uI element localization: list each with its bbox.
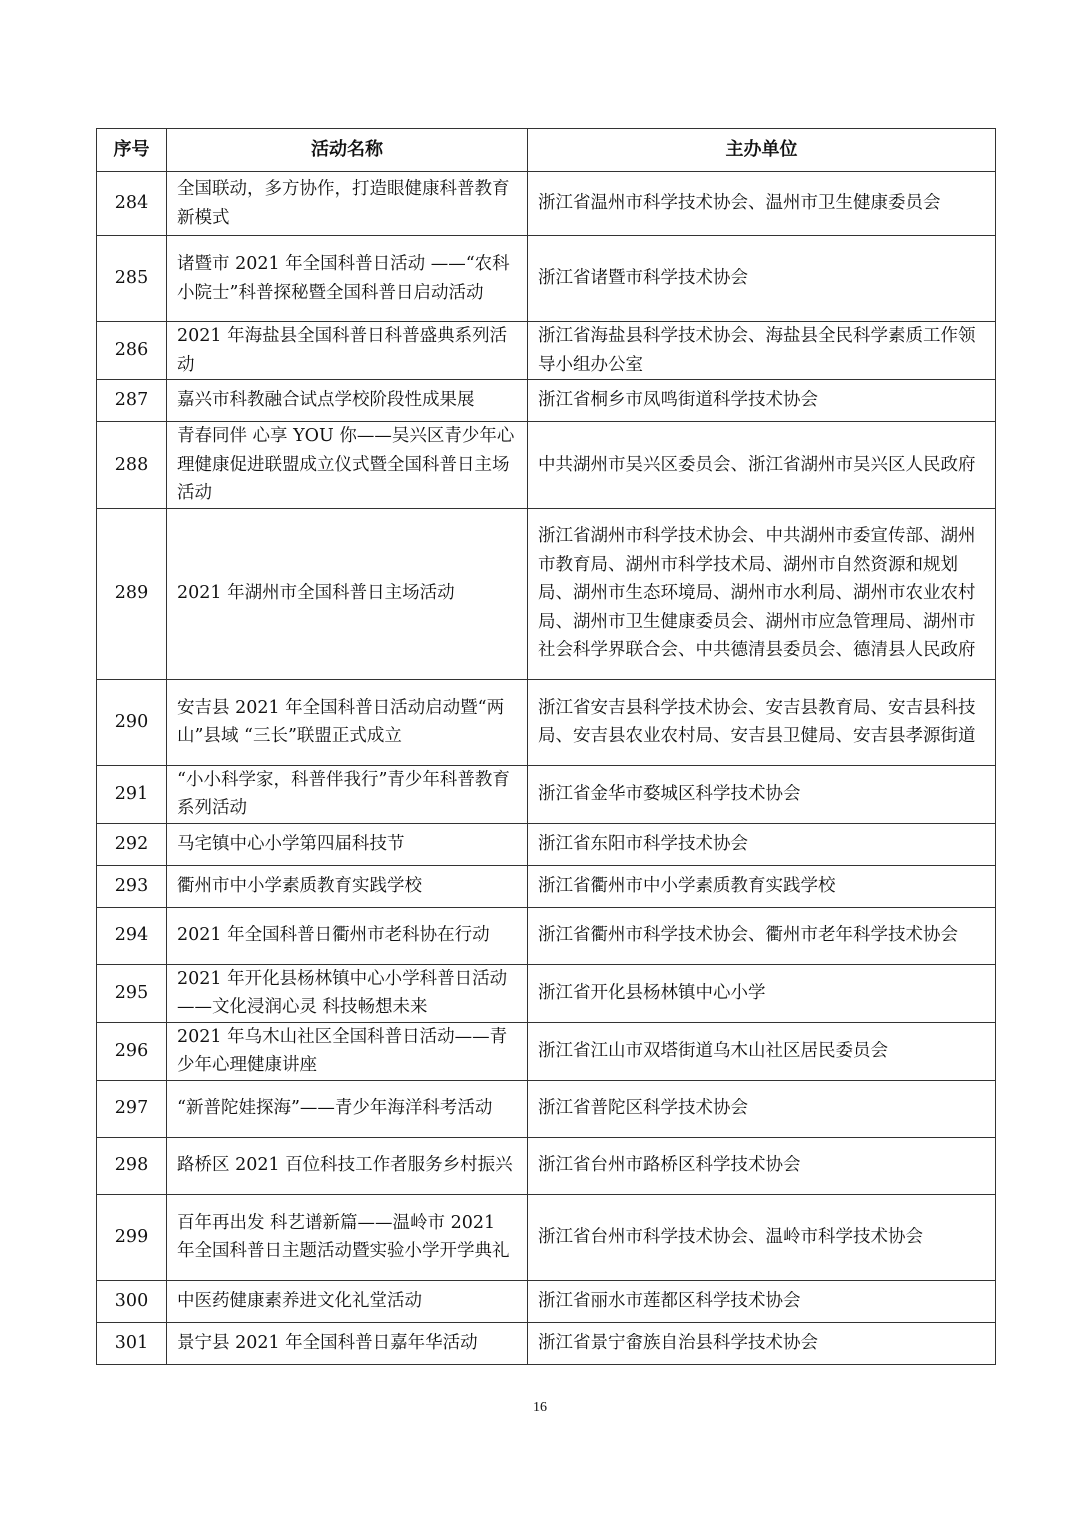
table-row <box>97 236 996 322</box>
organizer: 浙江省普陀区科学技术协会 <box>528 1080 996 1137</box>
header-row <box>97 129 996 172</box>
activity-table <box>96 128 996 1365</box>
row-number: 300 <box>97 1280 167 1322</box>
organizer: 浙江省温州市科学技术协会、温州市卫生健康委员会 <box>528 172 996 236</box>
table-row <box>97 964 996 1022</box>
organizer: 浙江省桐乡市凤鸣街道科学技术协会 <box>528 380 996 422</box>
organizer: 浙江省安吉县科学技术协会、安吉县教育局、安吉县科技局、安吉县农业农村局、安吉县卫健局、安吉县孝源街道 <box>528 679 996 765</box>
row-number: 286 <box>97 322 167 380</box>
organizer: 浙江省江山市双塔街道乌木山社区居民委员会 <box>528 1022 996 1080</box>
organizer: 浙江省台州市科学技术协会、温岭市科学技术协会 <box>528 1194 996 1280</box>
row-number: 289 <box>97 508 167 679</box>
row-number: 287 <box>97 380 167 422</box>
header-num: 序号 <box>97 129 167 172</box>
table-row <box>97 172 996 236</box>
row-number: 291 <box>97 765 167 823</box>
table-row <box>97 1022 996 1080</box>
row-number: 288 <box>97 422 167 509</box>
table-row <box>97 1080 996 1137</box>
row-number: 294 <box>97 907 167 964</box>
activity-name: 2021 年开化县杨林镇中心小学科普日活动——文化浸润心灵 科技畅想未来 <box>167 964 528 1022</box>
table-row <box>97 679 996 765</box>
table-row <box>97 422 996 509</box>
organizer: 浙江省海盐县科学技术协会、海盐县全民科学素质工作领导小组办公室 <box>528 322 996 380</box>
table-row <box>97 1280 996 1322</box>
table-row <box>97 907 996 964</box>
table-row <box>97 823 996 865</box>
header-activity: 活动名称 <box>167 129 528 172</box>
activity-name: “小小科学家，科普伴我行”青少年科普教育系列活动 <box>167 765 528 823</box>
row-number: 284 <box>97 172 167 236</box>
organizer: 浙江省丽水市莲都区科学技术协会 <box>528 1280 996 1322</box>
header-org: 主办单位 <box>528 129 996 172</box>
table-row <box>97 1194 996 1280</box>
activity-name: 2021 年乌木山社区全国科普日活动——青少年心理健康讲座 <box>167 1022 528 1080</box>
organizer: 浙江省景宁畲族自治县科学技术协会 <box>528 1322 996 1364</box>
row-number: 292 <box>97 823 167 865</box>
row-number: 293 <box>97 865 167 907</box>
activity-name: 百年再出发 科艺谱新篇——温岭市 2021 年全国科普日主题活动暨实验小学开学典礼 <box>167 1194 528 1280</box>
table-row <box>97 865 996 907</box>
activity-name: 景宁县 2021 年全国科普日嘉年华活动 <box>167 1322 528 1364</box>
organizer: 浙江省东阳市科学技术协会 <box>528 823 996 865</box>
activity-name: 中医药健康素养进文化礼堂活动 <box>167 1280 528 1322</box>
row-number: 301 <box>97 1322 167 1364</box>
activity-name: 安吉县 2021 年全国科普日活动启动暨“两山”县域 “三长”联盟正式成立 <box>167 679 528 765</box>
organizer: 浙江省湖州市科学技术协会、中共湖州市委宣传部、湖州市教育局、湖州市科学技术局、湖州市自然资源和规划局、湖州市生态环境局、湖州市水利局、湖州市农业农村局、湖州市卫生健康委员会、湖州市应急管理局、湖州市社会科学界联合会、中共德清县委员会、德清县人民政府 <box>528 508 996 679</box>
row-number: 297 <box>97 1080 167 1137</box>
table-row <box>97 765 996 823</box>
activity-name: 马宅镇中心小学第四届科技节 <box>167 823 528 865</box>
activity-name: 诸暨市 2021 年全国科普日活动 ——“农科小院士”科普探秘暨全国科普日启动活动 <box>167 236 528 322</box>
table-row <box>97 322 996 380</box>
table-row <box>97 1137 996 1194</box>
table-row <box>97 1322 996 1364</box>
activity-name: 2021 年湖州市全国科普日主场活动 <box>167 508 528 679</box>
table-row <box>97 380 996 422</box>
activity-name: “新普陀娃探海”——青少年海洋科考活动 <box>167 1080 528 1137</box>
organizer: 浙江省衢州市科学技术协会、衢州市老年科学技术协会 <box>528 907 996 964</box>
row-number: 295 <box>97 964 167 1022</box>
organizer: 浙江省开化县杨林镇中心小学 <box>528 964 996 1022</box>
organizer: 中共湖州市吴兴区委员会、浙江省湖州市吴兴区人民政府 <box>528 422 996 509</box>
activity-name: 全国联动，多方协作，打造眼健康科普教育新模式 <box>167 172 528 236</box>
activity-name: 2021 年海盐县全国科普日科普盛典系列活动 <box>167 322 528 380</box>
organizer: 浙江省台州市路桥区科学技术协会 <box>528 1137 996 1194</box>
activity-name: 2021 年全国科普日衢州市老科协在行动 <box>167 907 528 964</box>
organizer: 浙江省衢州市中小学素质教育实践学校 <box>528 865 996 907</box>
row-number: 298 <box>97 1137 167 1194</box>
row-number: 285 <box>97 236 167 322</box>
row-number: 299 <box>97 1194 167 1280</box>
activity-name: 青春同伴 心享 YOU 你——吴兴区青少年心理健康促进联盟成立仪式暨全国科普日主场活动 <box>167 422 528 509</box>
table-row <box>97 508 996 679</box>
page-number: 16 <box>533 1400 547 1415</box>
organizer: 浙江省金华市婺城区科学技术协会 <box>528 765 996 823</box>
activity-name: 路桥区 2021 百位科技工作者服务乡村振兴 <box>167 1137 528 1194</box>
row-number: 296 <box>97 1022 167 1080</box>
activity-name: 嘉兴市科教融合试点学校阶段性成果展 <box>167 380 528 422</box>
activity-name: 衢州市中小学素质教育实践学校 <box>167 865 528 907</box>
row-number: 290 <box>97 679 167 765</box>
organizer: 浙江省诸暨市科学技术协会 <box>528 236 996 322</box>
